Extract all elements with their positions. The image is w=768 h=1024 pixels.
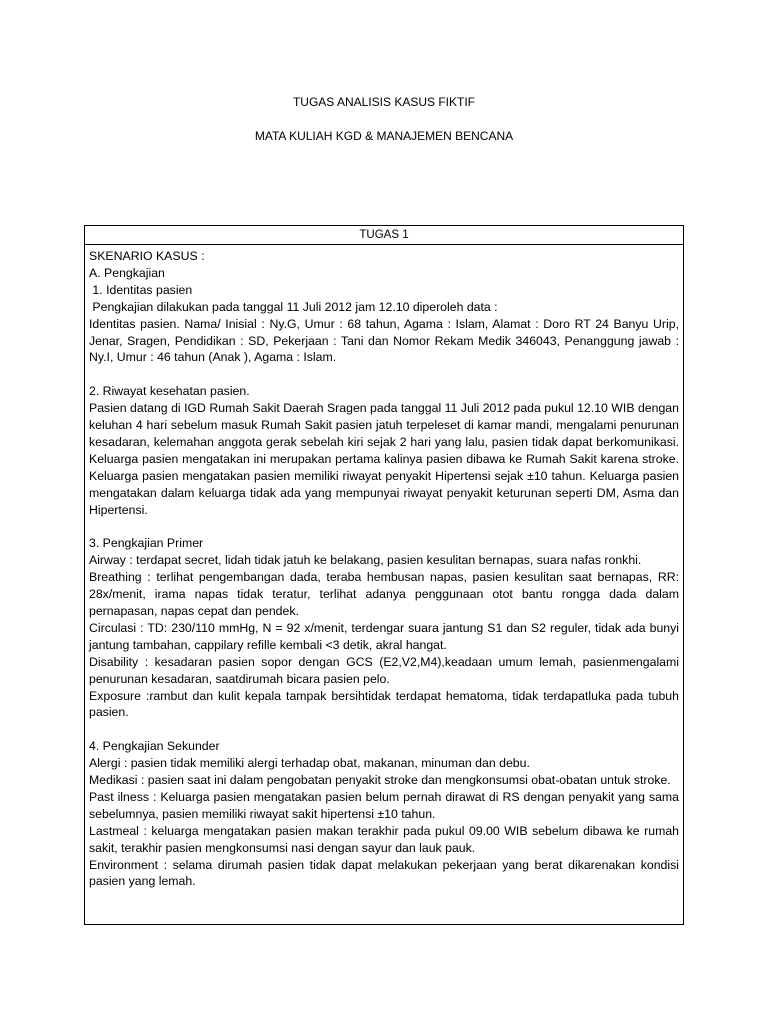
spacer <box>89 366 679 383</box>
airway-paragraph: Airway : terdapat secret, lidah tidak jatuh ke belakang, pasien kesulitan bernapas, suara nafas ronkhi. <box>89 553 642 568</box>
riwayat-paragraph: Pasien datang di IGD Rumah Sakit Daerah Sragen pada tanggal 11 Juli 2012 pada pukul 12.10 WIB dengan keluhan 4 hari sebelum masuk Rumah Sakit pasien jatuh terpeleset di kamar mandi, mengalami penurunan kesadaran, kelemahan anggota gerak sebelah kiri sejak 2 hari yang lalu, pasien tidak dapat berkomunikasi. Keluarga pasien mengatakan ini merupakan pertama kalinya pasien dibawa ke Rumah Sakit karena stroke. Keluarga pasien mengatakan pasien memiliki riwayat penyakit Hipertensi sejak ±10 tahun. Keluarga pasien mengatakan dalam keluarga tidak ada yang mempunyai riwayat penyakit keturunan seperti DM, Asma dan Hipertensi. <box>89 401 679 517</box>
identitas-paragraph: Identitas pasien. Nama/ Inisial : Ny.G, Umur : 68 tahun, Agama : Islam, Alamat : Doro RT 24 Banyu Urip, Jenar, Sragen, Pendidikan : SD, Pekerjaan : Tani dan Nomor Rekam Medik 346043, Penanggung jawab : Ny.I, Umur : 46 tahun (Anak ), Agama : Islam. <box>89 316 679 365</box>
riwayat-heading: 2. Riwayat kesehatan pasien. <box>89 384 250 399</box>
task-table-body <box>85 245 683 890</box>
task-table-header: TUGAS 1 <box>85 226 683 245</box>
spacer <box>89 721 679 738</box>
medikasi-paragraph: Medikasi : pasien saat ini dalam pengobatan penyakit stroke dan mengkonsumsi obat-obatan untuk stroke. <box>89 773 671 788</box>
breathing-paragraph: Breathing : terlihat pengembangan dada, teraba hembusan napas, pasien kesulitan saat bernapas, RR: 28x/menit, irama napas tidak teratur, terlihat adanya penggunaan otot bantu rongga dada dalam pernapasan, napas cepat dan pendek. <box>89 570 679 618</box>
task-table <box>84 225 684 925</box>
environment-paragraph: Environment : selama dirumah pasien tidak dapat melakukan pekerjaan yang berat dikarenakan kondisi pasien yang lemah. <box>89 857 679 889</box>
disability-paragraph: Disability : kesadaran pasien sopor dengan GCS (E2,V2,M4),keadaan umum lemah, pasienmengalami penurunan kesadaran, saatdirumah bicara pasien pelo. <box>89 654 679 686</box>
section-a-heading: A. Pengkajian <box>89 265 165 280</box>
past-illness-paragraph: Past ilness : Keluarga pasien mengatakan pasien belum pernah dirawat di RS dengan penyakit yang sama sebelumnya, pasien memiliki riwayat sakit hipertensi ±10 tahun. <box>89 789 679 821</box>
spacer <box>89 518 679 535</box>
scenario-label: SKENARIO KASUS : <box>89 249 205 263</box>
alergi-paragraph: Alergi : pasien tidak memiliki alergi terhadap obat, makanan, minuman dan debu. <box>89 756 530 771</box>
primer-heading: 3. Pengkajian Primer <box>89 536 204 551</box>
sekunder-heading: 4. Pengkajian Sekunder <box>89 739 220 754</box>
identitas-heading: 1. Identitas pasien <box>89 282 193 297</box>
lastmeal-paragraph: Lastmeal : keluarga mengatakan pasien makan terakhir pada pukul 09.00 WIB sebelum dibawa ke rumah sakit, terakhir pasien mengkonsumsi nasi dengan sayur dan lauk pauk. <box>89 823 679 855</box>
exposure-paragraph: Exposure :rambut dan kulit kepala tampak bersihtidak terdapat hematoma, tidak terdapatluka pada tubuh pasien. <box>89 688 679 720</box>
document-title: TUGAS ANALISIS KASUS FIKTIF <box>292 95 476 109</box>
document-subtitle: MATA KULIAH KGD & MANAJEMEN BENCANA <box>254 129 514 143</box>
identitas-intro: Pengkajian dilakukan pada tanggal 11 Juli 2012 jam 12.10 diperoleh data : <box>89 299 498 314</box>
circulasi-paragraph: Circulasi : TD: 230/110 mmHg, N = 92 x/menit, terdengar suara jantung S1 dan S2 reguler, tidak ada bunyi jantung tambahan, cappilary refille kembali <3 detik, akral hangat. <box>89 620 679 652</box>
